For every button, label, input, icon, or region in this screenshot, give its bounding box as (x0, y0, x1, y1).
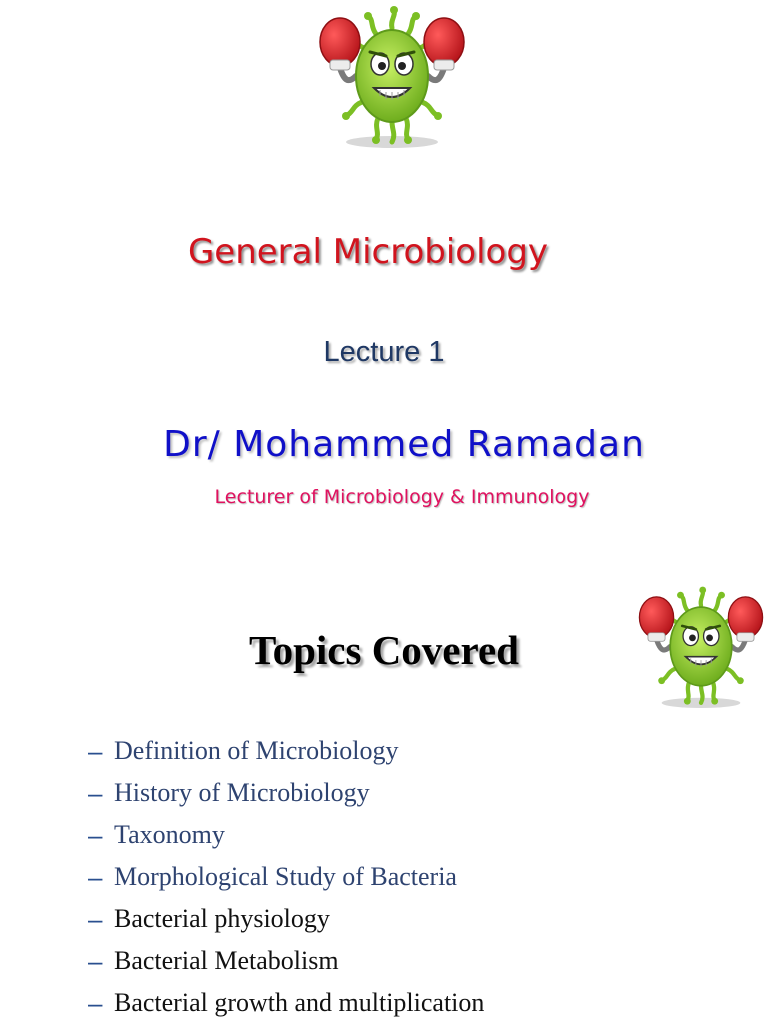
bullet-dash: – (88, 862, 103, 892)
topic-item (88, 982, 484, 1024)
topic-text: Bacterial physiology (114, 904, 330, 933)
bullet-dash: – (88, 946, 103, 976)
topic-text: Bacterial growth and multiplication (114, 988, 485, 1017)
topics-heading: Topics Covered (249, 627, 519, 673)
bullet-dash: – (88, 904, 103, 934)
topic-item (88, 940, 484, 982)
topic-text: Morphological Study of Bacteria (114, 862, 457, 891)
topic-item (88, 856, 484, 898)
topic-text: History of Microbiology (114, 778, 370, 807)
topic-text: Bacterial Metabolism (114, 946, 339, 975)
topic-item (88, 730, 484, 772)
author-role: Lecturer of Microbiology & Immunology (214, 486, 590, 508)
topic-text: Definition of Microbiology (114, 736, 399, 765)
topic-item (88, 898, 484, 940)
bullet-dash: – (88, 778, 103, 808)
topic-text: Taxonomy (114, 820, 225, 849)
bullet-dash: – (88, 820, 103, 850)
lecture-number: Lecture 1 (323, 336, 445, 368)
author-name: Dr/ Mohammed Ramadan (163, 424, 645, 465)
bullet-dash: – (88, 736, 103, 766)
topic-item (88, 772, 484, 814)
slide-title: General Microbiology (187, 232, 549, 272)
topics-list (88, 730, 484, 1024)
bullet-dash: – (88, 988, 103, 1018)
germ-boxer-icon (316, 6, 468, 152)
topic-item (88, 814, 484, 856)
